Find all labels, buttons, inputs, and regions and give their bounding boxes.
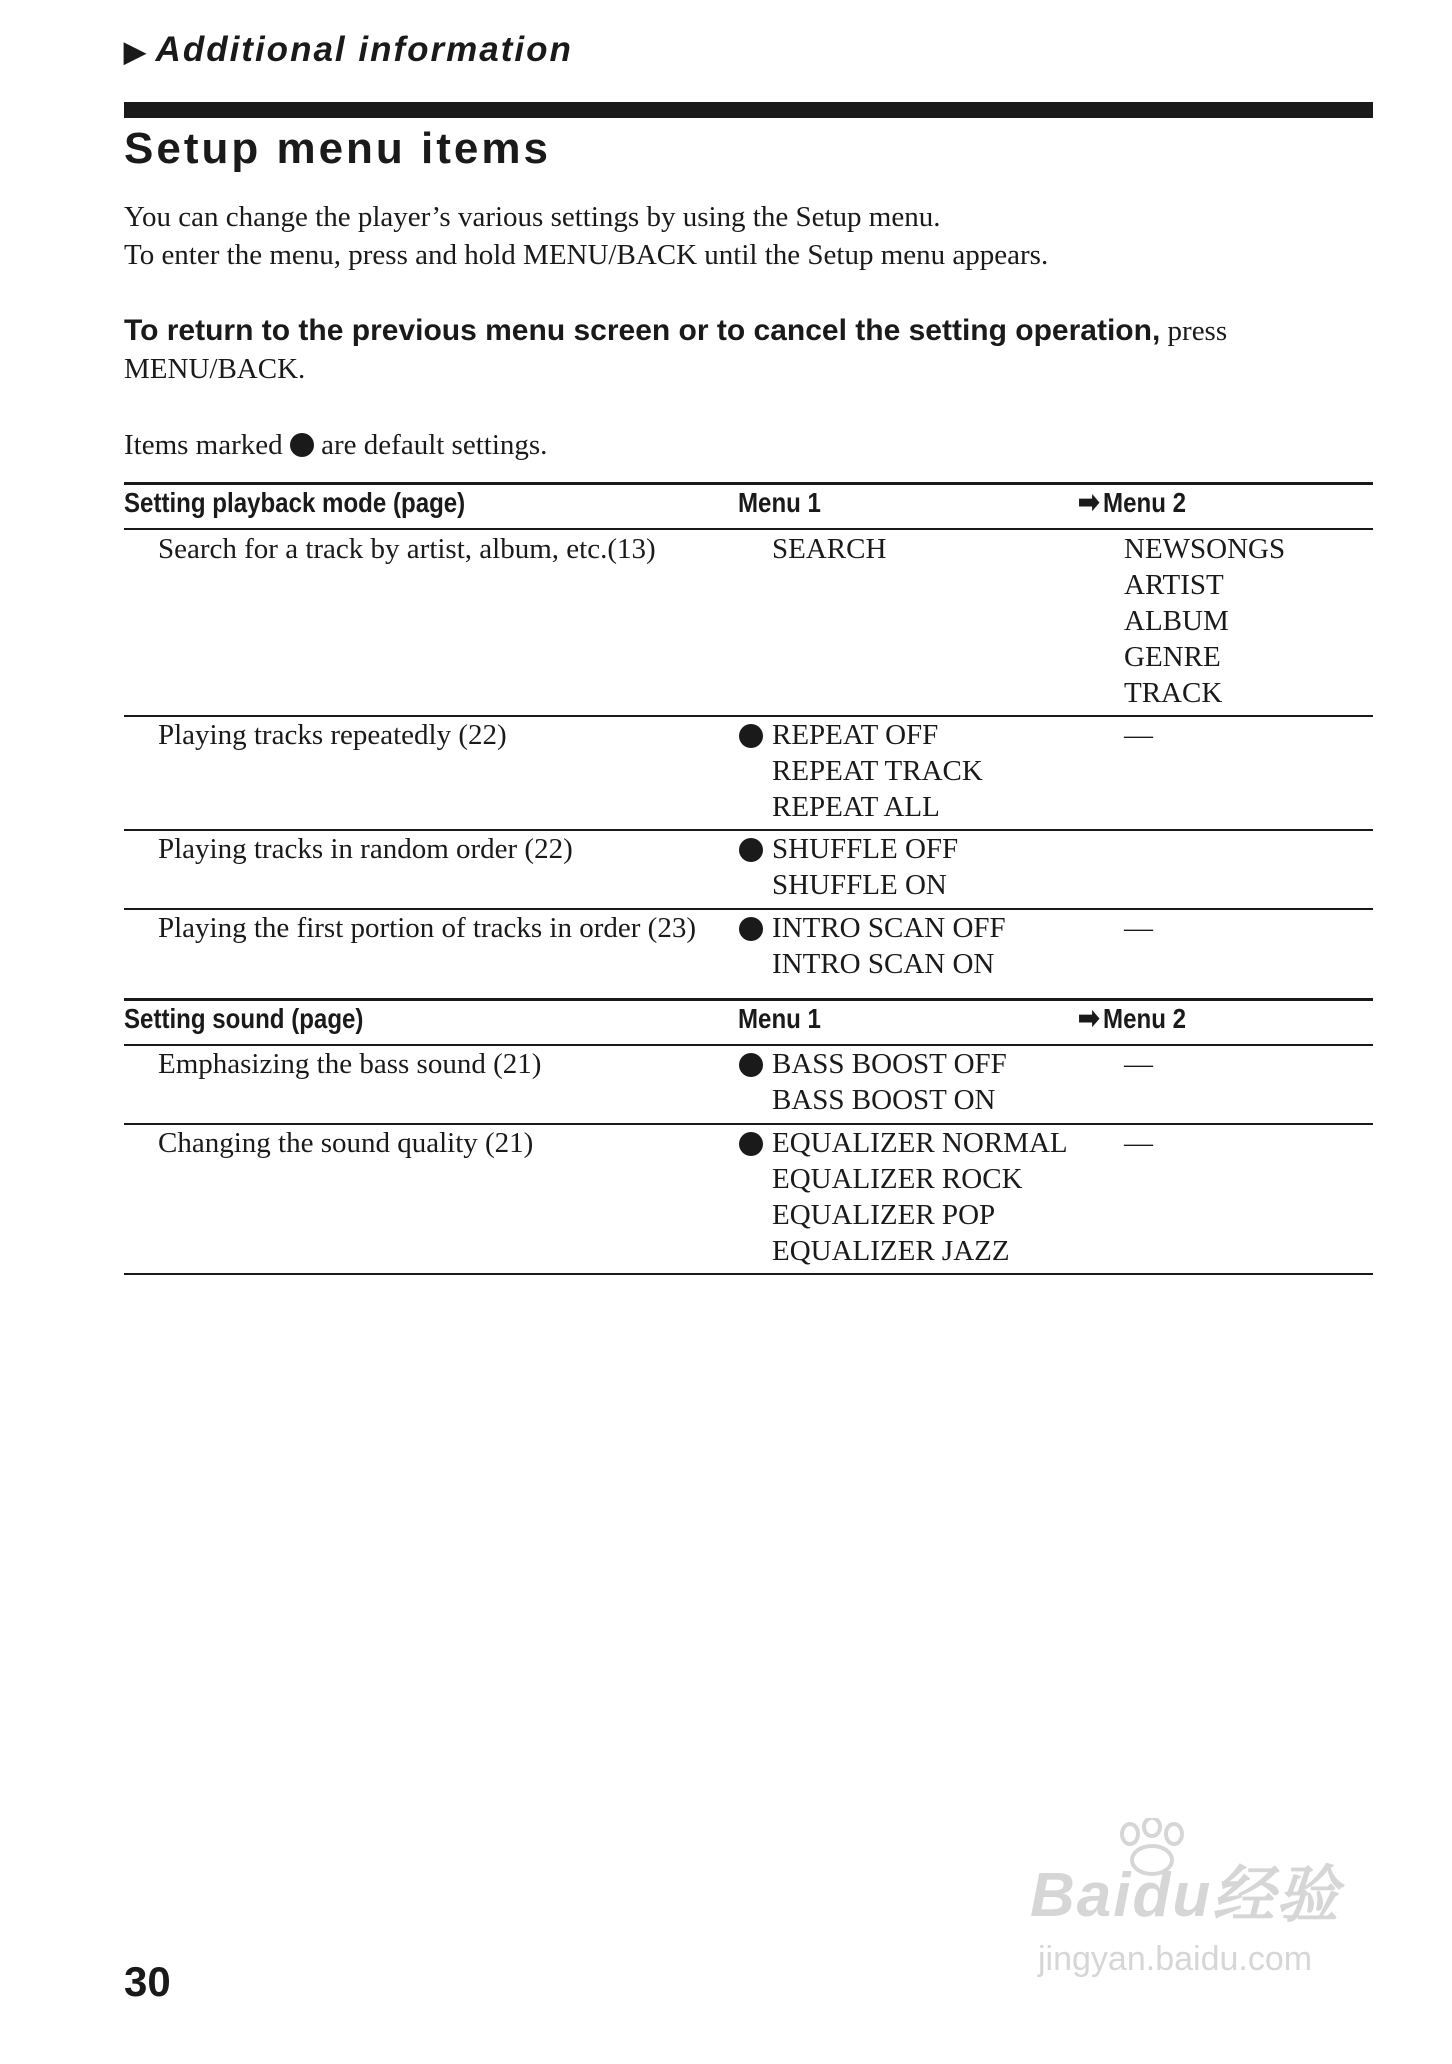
default-bullet-icon xyxy=(739,724,763,748)
return-paragraph xyxy=(124,312,1227,388)
menu2-option: TRACK xyxy=(1124,677,1223,709)
menu2-option: — xyxy=(1124,719,1153,751)
menu1-option: REPEAT OFF xyxy=(772,719,939,751)
menu1-option: EQUALIZER NORMAL xyxy=(772,1127,1068,1159)
watermark xyxy=(1030,1845,1340,1979)
table2-bottom-rule xyxy=(124,1273,1373,1275)
table1-col3-label: Menu 2 xyxy=(1103,487,1187,518)
table2-col1-header: Setting sound (page) xyxy=(124,1003,364,1034)
menu1-option: REPEAT TRACK xyxy=(772,755,983,787)
menu1-option: BASS BOOST ON xyxy=(772,1084,996,1116)
table-row-label: Playing the first portion of tracks in order (23) xyxy=(158,912,696,944)
arrow-right-icon: ➡ xyxy=(1078,1002,1100,1035)
table1-header-rule xyxy=(124,528,1373,530)
default-bullet-icon xyxy=(739,1132,763,1156)
triangle-icon: ▶ xyxy=(124,36,148,67)
menu1-option: INTRO SCAN OFF xyxy=(772,912,1006,944)
intro-line-1: You can change the player’s various settings by using the Setup menu. xyxy=(124,201,941,233)
menu2-option: NEWSONGS xyxy=(1124,533,1286,565)
menu1-option: SEARCH xyxy=(772,533,887,565)
menu2-option: GENRE xyxy=(1124,641,1221,673)
menu1-option: REPEAT ALL xyxy=(772,791,940,823)
table2-col2-header: Menu 1 xyxy=(738,1003,821,1034)
section-label: Additional information xyxy=(155,30,573,69)
menu2-option: — xyxy=(1124,1048,1153,1080)
table-row-label: Playing tracks repeatedly (22) xyxy=(158,719,507,751)
table1-col3-header xyxy=(1078,485,1186,520)
default-bullet-icon xyxy=(739,1053,763,1077)
menu1-option: BASS BOOST OFF xyxy=(772,1048,1007,1080)
return-instruction-key: MENU/BACK. xyxy=(124,353,306,385)
return-instruction-text: press xyxy=(1160,315,1228,347)
table-row-label: Playing tracks in random order (22) xyxy=(158,833,573,865)
menu1-option: SHUFFLE ON xyxy=(772,869,947,901)
table-row-label: Changing the sound quality (21) xyxy=(158,1127,534,1159)
section-header xyxy=(124,30,573,70)
menu2-option: ARTIST xyxy=(1124,569,1224,601)
menu1-option: INTRO SCAN ON xyxy=(772,948,995,980)
table2-col3-header xyxy=(1078,1001,1186,1036)
intro-paragraph xyxy=(124,198,1048,274)
return-instruction-bold: To return to the previous menu screen or to cancel the setting operation, xyxy=(124,314,1161,347)
intro-line-2: To enter the menu, press and hold MENU/BACK until the Setup menu appears. xyxy=(124,239,1049,271)
default-bullet-icon xyxy=(739,917,763,941)
default-bullet-icon xyxy=(739,838,763,862)
table1-col1-header: Setting playback mode (page) xyxy=(124,487,466,518)
arrow-right-icon: ➡ xyxy=(1078,486,1100,519)
menu1-option: EQUALIZER JAZZ xyxy=(772,1235,1010,1267)
table-row-label: Emphasizing the bass sound (21) xyxy=(158,1048,542,1080)
table2-col3-label: Menu 2 xyxy=(1103,1003,1187,1034)
menu1-option: SHUFFLE OFF xyxy=(772,833,959,865)
menu2-option: ALBUM xyxy=(1124,605,1229,637)
default-note xyxy=(124,426,547,464)
default-bullet-icon xyxy=(290,433,314,457)
watermark-url: jingyan.baidu.com xyxy=(1038,1940,1313,1978)
menu1-option: EQUALIZER POP xyxy=(772,1199,996,1231)
default-note-suffix: are default settings. xyxy=(321,429,548,461)
default-note-prefix: Items marked xyxy=(124,429,283,461)
watermark-brand: Baidu经验 xyxy=(1030,1861,1341,1930)
page-number: 30 xyxy=(124,1958,171,2005)
menu1-option: EQUALIZER ROCK xyxy=(772,1163,1023,1195)
menu2-option: — xyxy=(1124,1127,1153,1159)
table-row-label: Search for a track by artist, album, etc.(13) xyxy=(158,533,656,565)
menu2-option: — xyxy=(1124,912,1153,944)
table1-col2-header: Menu 1 xyxy=(738,487,821,518)
page-title: Setup menu items xyxy=(124,124,551,173)
header-rule xyxy=(124,102,1373,118)
